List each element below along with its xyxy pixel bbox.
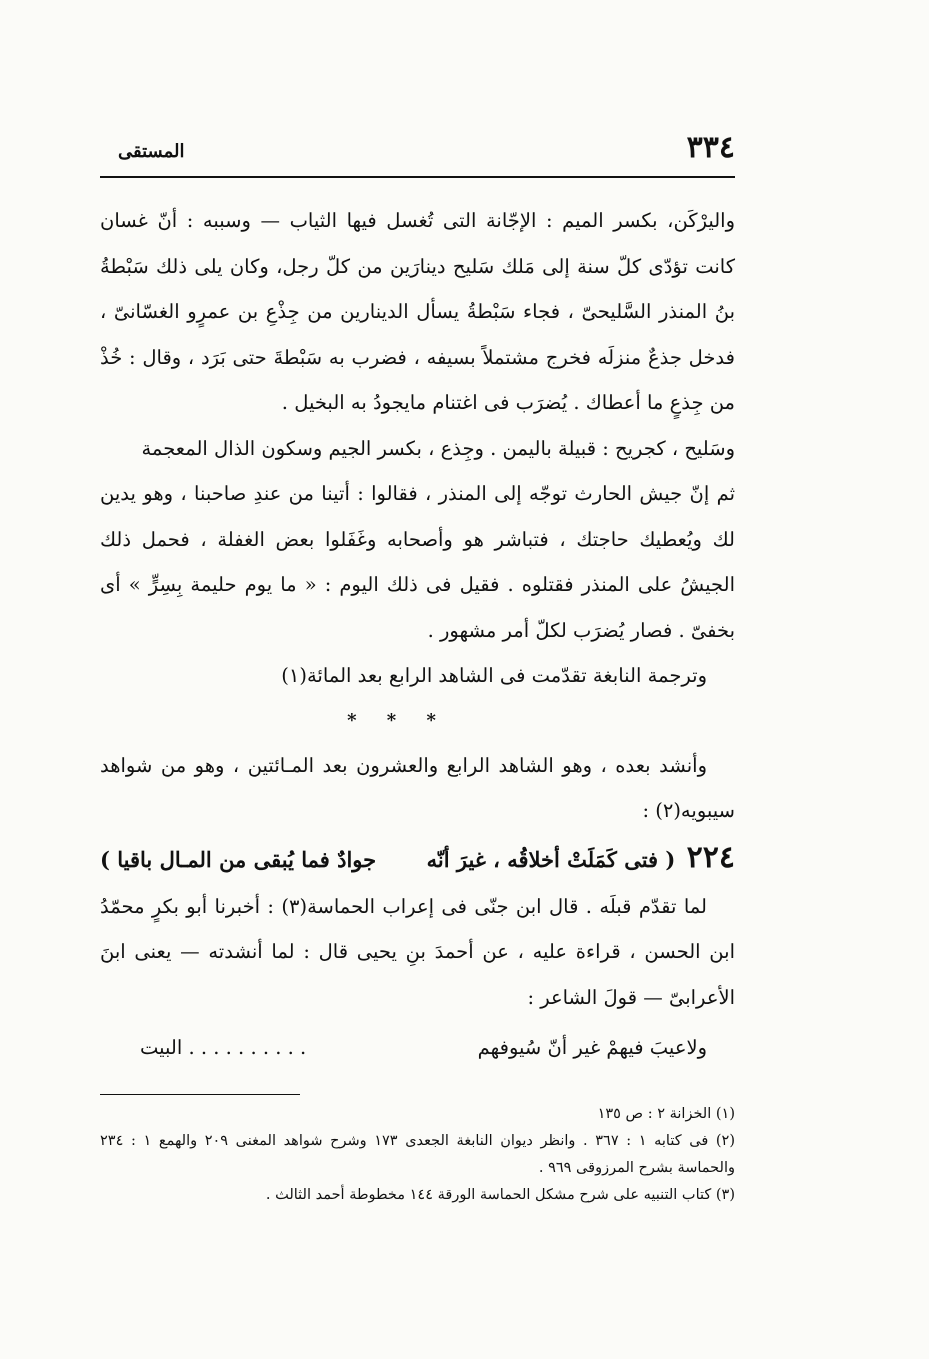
verse-second-hemistich: جوادٌ فما يُبقى من المـال باقيا ) (100, 846, 377, 872)
paragraph-6: لما تقدّم قبلَه . قال ابن جنّى فى إعراب الحماسة(٣) : أخبرنا أبو بكرٍ محمّدُ ابن الحسن ، قراءة عليه ، عن أحمدَ بنِ يحيى قال : لما أنشدته — يعنى ابنَ الأعرابىّ — قولَ الشاعر : (100, 894, 735, 1009)
verse-number: ٢٢٤ (686, 839, 735, 875)
running-title: المستقى (118, 141, 185, 162)
paragraph-2: وسَليح ، كجريح : قبيلة باليمن . وجِذع ، بكسر الجيم وسكون الذال المعجمة (141, 436, 735, 460)
page-header (100, 130, 735, 178)
main-text (100, 178, 735, 1076)
verse-first-text: ( فتى كَمَلَتْ أخلاقُه ، غيرَ أنّه (426, 846, 676, 872)
page-number: ٣٣٤ (686, 130, 735, 165)
verse-224 (100, 834, 735, 884)
section-divider: * * * (347, 709, 448, 731)
book-page (100, 130, 735, 1209)
footnote-1: (١) الخزانة ٢ : ص ١٣٥ (597, 1106, 735, 1122)
footnote-3: (٣) كتاب التنبيه على شرح مشكل الحماسة الورقة ١٤٤ مخطوطة أحمد الثالث . (265, 1187, 735, 1203)
quoted-verse (100, 1020, 735, 1076)
paragraph-1: واليرْكَن، بكسر الميم : الإجّانة التى تُغسل فيها الثياب — وسببه : أنّ غسان كانت تؤدّى كلّ سنة إلى مَلك سَليح دينارَين من كلّ رجل، وكان يلى ذلك سَبْطةُ بنُ المنذر السَّليحىّ ، فجاء سَبْطةُ يسأل الدينارين من جِذْعِ بن عمرٍو الغسّانىّ ، فدخل جذعٌ منزلَه فخرج مشتملاً بسيفه ، فضرب به سَبْطةَ حتى بَرَد ، وقال : خُذْ من جِذعٍ ما أعطاك . يُضرَب فى اغتنام مايجودُ به البخيل . (100, 209, 735, 414)
footnote-2: (٢) فى كتابه ١ : ٣٦٧ . وانظر ديوان النابغة الجعدى ١٧٣ وشرح شواهد المغنى ٢٠٩ والهمع ١ : ٢٣٤ والحماسة بشرح المرزوقى ٩٦٩ . (100, 1133, 735, 1176)
verse-first-hemistich (427, 834, 735, 884)
quoted-verse-second: . . . . . . . . . . البيت (140, 1036, 307, 1059)
footnotes (100, 1095, 735, 1209)
paragraph-3: ثم إنّ جيش الحارث توجّه إلى المنذر ، فقالوا : أتينا من عندِ صاحبنا ، وهو يدين لك ويُعطيك حاجتك ، فتباشر هو وأصحابه وغَفَلوا بعض الغفلة ، فحمل ذلك الجيشُ على المنذر فقتلوه . فقيل فى ذلك اليوم : « ما يوم حليمة بِسِرٍّ » أى بخفىّ . فصار يُضرَب لكلّ أمر مشهور . (100, 482, 735, 642)
paragraph-5: وأنشد بعده ، وهو الشاهد الرابع والعشرون بعد المـائتين ، وهو من شواهد سيبويه(٢) : (100, 753, 735, 822)
paragraph-4: وترجمة النابغة تقدّمت فى الشاهد الرابع بعد المائة(١) (281, 664, 707, 687)
quoted-verse-first: ولاعيبَ فيهمْ غير أنّ سُيوفهم (477, 1036, 707, 1059)
